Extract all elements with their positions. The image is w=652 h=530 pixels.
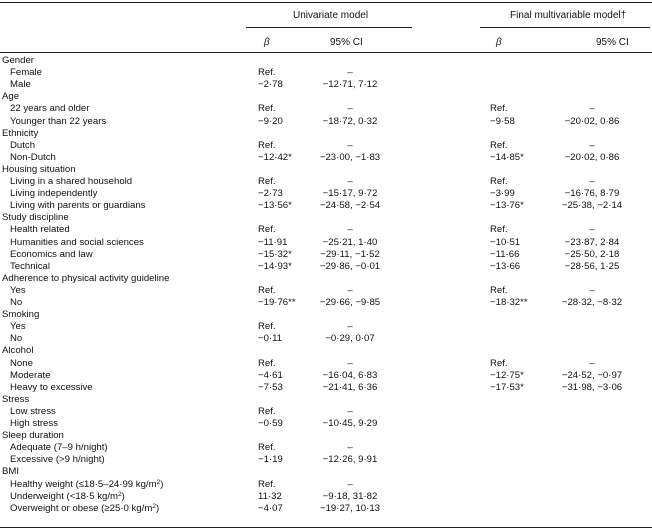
- table-row: [0, 249, 652, 261]
- multivariable-beta-cell: Ref.: [490, 357, 508, 369]
- univariate-ci-cell: −9·18, 31·82: [322, 490, 378, 502]
- row-label: [10, 454, 105, 466]
- row-label: [10, 237, 144, 249]
- label-text: Technical: [10, 260, 50, 272]
- multivariable-ci-cell: –: [589, 224, 595, 236]
- multivariable-beta-cell: −9·58: [490, 115, 515, 127]
- table-group-row: [0, 164, 652, 176]
- table-group-row: [0, 212, 652, 224]
- header-rule: [0, 52, 652, 53]
- group-label: [2, 430, 64, 442]
- label-superscript: 2: [156, 478, 161, 486]
- label-text: Overweight or obese (≥25·0 kg/m: [10, 502, 153, 514]
- table-row: [0, 285, 652, 297]
- univariate-model-header: Univariate model: [293, 10, 369, 21]
- group-label: [2, 55, 34, 67]
- table-row: [0, 237, 652, 249]
- univariate-ci-cell: –: [347, 284, 353, 296]
- univariate-beta-cell: Ref.: [258, 139, 276, 151]
- multivariable-beta-cell: −12·75*: [490, 369, 524, 381]
- multivariable-ci-cell: −20·02, 0·86: [564, 151, 620, 163]
- multivariable-ci-cell: −28·32, −8·32: [561, 297, 623, 308]
- univariate-ci-cell: −29·11, −1·52: [320, 248, 380, 260]
- label-text: Humanities and social sciences: [10, 236, 144, 248]
- univariate-ci-cell: −18·72, 0·32: [322, 115, 378, 127]
- univariate-ci-cell: −12·26, 9·91: [322, 454, 378, 466]
- univariate-beta-cell: Ref.: [258, 478, 276, 490]
- table-row: [0, 224, 652, 236]
- row-label: [10, 249, 93, 261]
- label-text: BMI: [2, 466, 20, 478]
- univariate-ci-cell: −21·41, 6·36: [322, 381, 378, 393]
- multivariable-ci-cell: −31·98, −3·06: [561, 381, 623, 393]
- table-row: [0, 358, 652, 370]
- label-text: Non-Dutch: [10, 151, 56, 163]
- row-label: [10, 297, 22, 309]
- univariate-beta-cell: −11·91: [258, 236, 288, 248]
- bottom-rule: [0, 527, 652, 528]
- label-text: No: [10, 297, 23, 308]
- table-row: [0, 479, 652, 491]
- multivariable-beta-cell: Ref.: [490, 139, 508, 151]
- univariate-beta-cell: Ref.: [258, 405, 276, 417]
- label-text: Gender: [2, 55, 34, 66]
- label-suffix: ): [155, 502, 160, 514]
- table-row: [0, 370, 652, 382]
- univariate-ci-cell: –: [347, 176, 353, 187]
- group-label: [2, 273, 169, 285]
- multivariable-beta-cell: −13·76*: [490, 200, 524, 212]
- univariate-ci-cell: −29·66, −9·85: [319, 297, 381, 308]
- multivariable-ci-cell: −25·38, −2·14: [561, 200, 623, 212]
- label-superscript: 2: [152, 502, 156, 510]
- univariate-beta-cell: −14·93*: [258, 260, 292, 272]
- univariate-beta-cell: Ref.: [258, 357, 276, 369]
- row-label: [10, 406, 56, 418]
- univariate-underline: [246, 27, 412, 28]
- row-label: [10, 116, 106, 128]
- group-label: [2, 309, 39, 321]
- table-group-row: [0, 466, 652, 478]
- row-label: [10, 285, 26, 297]
- table-row: [0, 103, 652, 115]
- group-label: [2, 345, 33, 357]
- multivariable-ci-cell: −28·56, 1·25: [564, 260, 620, 272]
- univariate-ci-header: 95% CI: [330, 37, 363, 48]
- multivariable-beta-cell: −14·85*: [490, 151, 524, 163]
- row-label: [10, 442, 108, 454]
- table-row: [0, 333, 652, 345]
- univariate-ci-cell: –: [347, 67, 353, 79]
- univariate-beta-cell: −4·61: [258, 369, 283, 381]
- table-group-row: [0, 430, 652, 442]
- label-text: None: [10, 357, 33, 369]
- table-row: [0, 321, 652, 333]
- univariate-beta-cell: −2·73: [258, 188, 283, 200]
- univariate-beta-cell: −19·76**: [258, 297, 296, 308]
- multivariable-beta-cell: Ref.: [490, 284, 508, 296]
- label-text: Heavy to excessive: [10, 381, 93, 393]
- table-row: [0, 406, 652, 418]
- table-row: [0, 200, 652, 212]
- univariate-beta-cell: −0·59: [258, 418, 283, 429]
- table-row: [0, 79, 652, 91]
- univariate-ci-cell: –: [347, 442, 353, 454]
- univariate-ci-cell: −24·58, −2·54: [319, 200, 381, 212]
- univariate-ci-cell: –: [347, 357, 353, 369]
- table-row: [0, 418, 652, 430]
- multivariable-beta-cell: −18·32**: [490, 297, 528, 308]
- multivariable-beta-cell: Ref.: [490, 224, 508, 236]
- multivariable-ci-cell: −16·76, 8·79: [564, 188, 620, 200]
- table-group-row: [0, 309, 652, 321]
- univariate-ci-cell: −10·45, 9·29: [322, 418, 378, 429]
- label-superscript: 2: [117, 490, 122, 498]
- row-label: [10, 333, 22, 345]
- row-label: [10, 418, 58, 430]
- table-row: [0, 152, 652, 164]
- group-label: [2, 394, 29, 406]
- table-group-row: [0, 91, 652, 103]
- label-text: Living with parents or guardians: [10, 200, 146, 212]
- label-text: Adherence to physical activity guideline: [2, 272, 170, 284]
- group-label: [2, 91, 19, 103]
- label-text: Dutch: [10, 139, 36, 151]
- multivariable-ci-cell: −23·87, 2·84: [564, 236, 620, 248]
- multivariable-ci-cell: −24·52, −0·97: [561, 369, 623, 381]
- label-text: Healthy weight (≤18·5–24·99 kg/m: [10, 478, 157, 490]
- univariate-ci-cell: –: [347, 405, 353, 417]
- univariate-ci-cell: –: [347, 139, 353, 151]
- univariate-beta-cell: Ref.: [258, 67, 276, 79]
- row-label: [10, 479, 163, 491]
- row-label: [10, 200, 145, 212]
- table-row: [0, 491, 652, 503]
- row-label: [10, 79, 31, 91]
- label-text: High stress: [10, 418, 58, 429]
- group-label: [2, 128, 38, 140]
- label-text: Underweight (<18·5 kg/m: [10, 490, 118, 502]
- label-text: 22 years and older: [10, 103, 90, 115]
- row-label: [10, 321, 26, 333]
- multivariable-beta-cell: −11·66: [490, 248, 520, 260]
- univariate-ci-cell: –: [347, 321, 353, 333]
- table-row: [0, 442, 652, 454]
- univariate-beta-cell: −15·32*: [258, 248, 292, 260]
- row-label: [10, 370, 51, 382]
- multivariable-underline: [480, 27, 650, 28]
- univariate-beta-cell: Ref.: [258, 284, 276, 296]
- univariate-beta-cell: Ref.: [258, 103, 276, 115]
- univariate-beta-cell: −13·56*: [258, 200, 292, 212]
- multivariable-beta-header: β: [496, 37, 502, 48]
- top-rule: [0, 2, 652, 3]
- row-label: [10, 103, 89, 115]
- multivariable-ci-header: 95% CI: [596, 37, 629, 48]
- multivariable-beta-cell: Ref.: [490, 176, 508, 187]
- multivariable-beta-cell: Ref.: [490, 103, 508, 115]
- group-label: [2, 212, 69, 224]
- univariate-ci-cell: −19·27, 10·13: [319, 502, 380, 514]
- label-text: Adequate (7–9 h/night): [10, 442, 108, 454]
- label-suffix: ): [121, 490, 125, 502]
- label-text: Yes: [10, 284, 26, 296]
- multivariable-ci-cell: –: [589, 103, 595, 115]
- label-text: Health related: [10, 224, 70, 236]
- table-group-row: [0, 394, 652, 406]
- univariate-beta-cell: Ref.: [258, 321, 276, 333]
- multivariable-ci-cell: −25·50, 2·18: [564, 248, 620, 260]
- univariate-ci-cell: –: [347, 478, 353, 490]
- row-label: [10, 152, 56, 164]
- row-label: [10, 503, 159, 515]
- table-row: [0, 67, 652, 79]
- table-group-row: [0, 273, 652, 285]
- multivariable-ci-cell: –: [589, 357, 595, 369]
- univariate-beta-cell: 11·32: [258, 490, 282, 502]
- label-text: Living independently: [10, 188, 98, 200]
- univariate-ci-cell: −29·86, −0·01: [319, 260, 381, 272]
- label-text: No: [10, 333, 23, 345]
- row-label: [10, 224, 70, 236]
- univariate-ci-cell: −16·04, 6·83: [322, 369, 378, 381]
- univariate-beta-cell: −12·42*: [258, 151, 292, 163]
- table-row: [0, 116, 652, 128]
- row-label: [10, 261, 50, 273]
- multivariable-ci-cell: –: [589, 176, 595, 187]
- label-text: Moderate: [10, 369, 51, 381]
- table-group-row: [0, 55, 652, 67]
- label-text: Female: [10, 67, 42, 79]
- univariate-beta-cell: −7·53: [258, 381, 283, 393]
- univariate-ci-cell: −25·21, 1·40: [322, 236, 378, 248]
- multivariable-model-header: Final multivariable model†: [510, 10, 627, 21]
- label-text: Stress: [2, 393, 30, 405]
- label-suffix: ): [160, 478, 164, 490]
- table-row: [0, 454, 652, 466]
- table-row: [0, 176, 652, 188]
- label-text: Male: [10, 79, 31, 91]
- univariate-beta-cell: −0·11: [258, 333, 283, 345]
- univariate-beta-cell: −2·78: [258, 79, 283, 91]
- univariate-ci-cell: −23·00, −1·83: [319, 151, 381, 163]
- table-row: [0, 297, 652, 309]
- univariate-beta-header: β: [264, 37, 270, 48]
- table-row: [0, 503, 652, 515]
- multivariable-beta-cell: −13·66: [490, 260, 521, 272]
- univariate-ci-cell: –: [347, 224, 353, 236]
- row-label: [10, 67, 42, 79]
- row-label: [10, 358, 33, 370]
- univariate-beta-cell: Ref.: [258, 224, 276, 236]
- label-text: Ethnicity: [2, 127, 39, 139]
- label-text: Yes: [10, 321, 26, 333]
- row-label: [10, 188, 97, 200]
- label-text: Study discipline: [2, 212, 69, 224]
- label-text: Younger than 22 years: [10, 115, 107, 127]
- multivariable-beta-cell: −10·51: [490, 236, 521, 248]
- univariate-beta-cell: −1·19: [258, 454, 283, 466]
- univariate-beta-cell: −9·20: [258, 115, 283, 127]
- table-row: [0, 188, 652, 200]
- univariate-ci-cell: −0·29, 0·07: [325, 333, 375, 345]
- table-row: [0, 140, 652, 152]
- label-text: Economics and law: [10, 248, 93, 260]
- row-label: [10, 491, 125, 503]
- univariate-ci-cell: −15·17, 9·72: [322, 188, 378, 200]
- multivariable-beta-cell: −17·53*: [490, 381, 524, 393]
- row-label: [10, 176, 132, 188]
- table-row: [0, 261, 652, 273]
- table-group-row: [0, 345, 652, 357]
- label-text: Housing situation: [2, 163, 76, 175]
- univariate-ci-cell: –: [347, 103, 353, 115]
- table-group-row: [0, 128, 652, 140]
- group-label: [2, 164, 76, 176]
- group-label: [2, 466, 19, 478]
- label-text: Smoking: [2, 309, 40, 321]
- label-text: Age: [2, 91, 20, 103]
- label-text: Excessive (>9 h/night): [10, 454, 105, 466]
- row-label: [10, 140, 35, 152]
- label-text: Living in a shared household: [10, 176, 133, 187]
- multivariable-beta-cell: −3·99: [490, 188, 515, 200]
- univariate-beta-cell: Ref.: [258, 442, 276, 454]
- multivariable-ci-cell: –: [589, 284, 595, 296]
- label-text: Alcohol: [2, 345, 34, 357]
- univariate-beta-cell: −4·07: [258, 502, 283, 514]
- multivariable-ci-cell: –: [589, 139, 595, 151]
- multivariable-ci-cell: −20·02, 0·86: [564, 115, 620, 127]
- univariate-beta-cell: Ref.: [258, 176, 276, 187]
- label-text: Sleep duration: [2, 430, 64, 442]
- univariate-ci-cell: −12·71, 7·12: [322, 79, 378, 91]
- row-label: [10, 382, 93, 394]
- table-row: [0, 382, 652, 394]
- label-text: Low stress: [10, 405, 56, 417]
